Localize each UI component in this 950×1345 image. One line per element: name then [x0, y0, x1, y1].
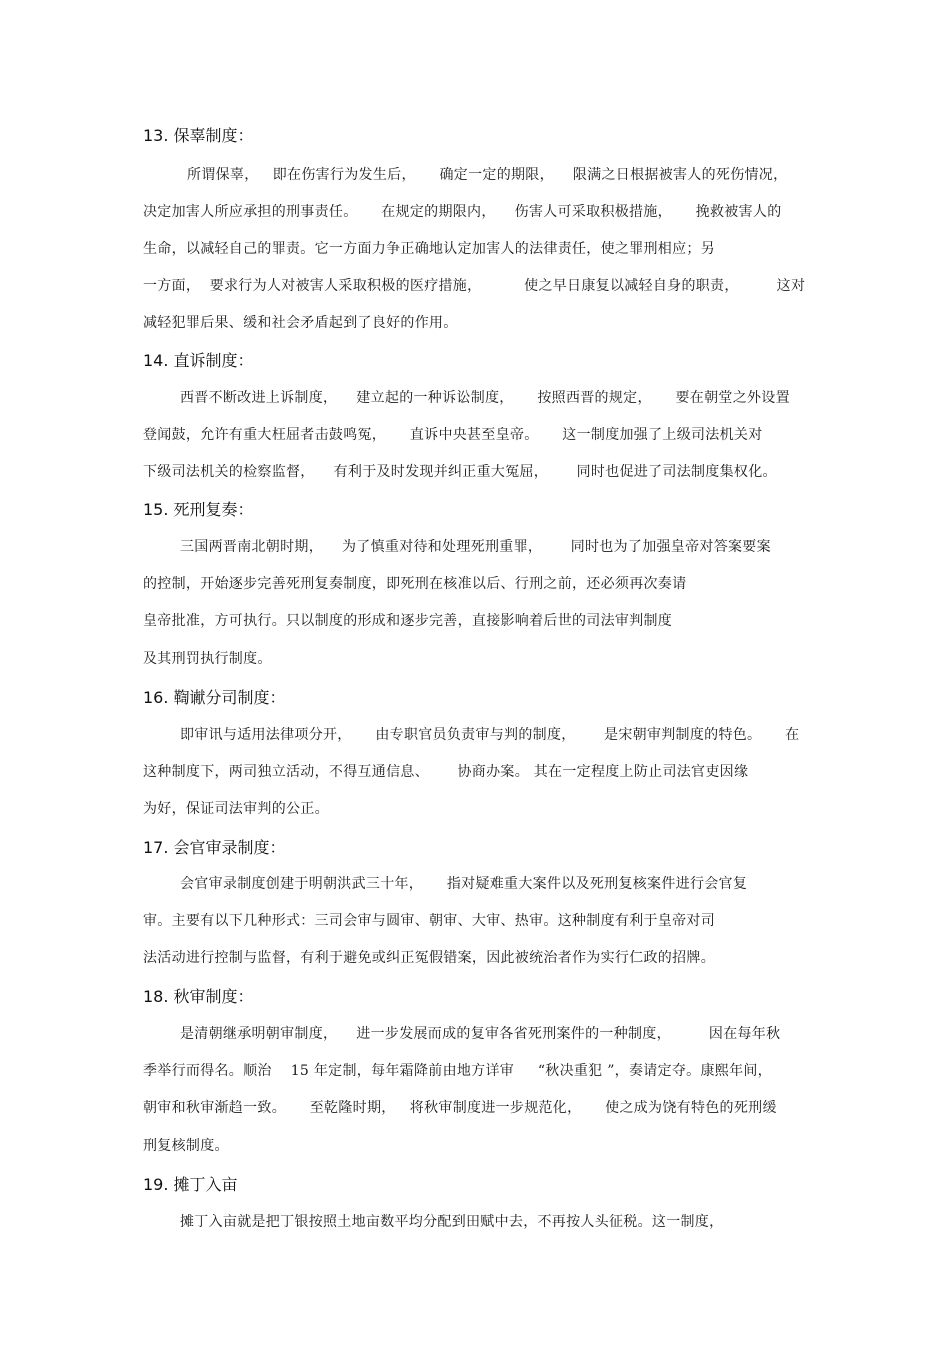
- section-heading-13: 13. 保辜制度：: [143, 126, 254, 145]
- paragraph-line: 决定加害人所应承担的刑事责任。 在规定的期限内， 伤害人可采取积极措施， 挽救被害人的: [143, 204, 782, 220]
- paragraph-line: 皇帝批准，方可执行。只以制度的形成和逐步完善，直接影响着后世的司法审判制度: [143, 613, 673, 629]
- paragraph-line: 摊丁入亩就是把丁银按照土地亩数平均分配到田赋中去，不再按人头征税。这一制度，: [180, 1214, 724, 1230]
- paragraph-line: 减轻犯罪后果、缓和社会矛盾起到了良好的作用。: [143, 315, 458, 331]
- paragraph-line: 的控制，开始逐步完善死刑复奏制度，即死刑在核准以后、行刑之前，还必须再次奏请: [143, 576, 687, 592]
- section-heading-16: 16. 鞫谳分司制度：: [143, 688, 286, 707]
- paragraph-line: 季举行而得名。顺治 15 年定制，每年霜降前由地方详审 “秋决重犯 ”，奏请定夺。康熙年间，: [143, 1063, 772, 1079]
- paragraph-line: 所谓保辜， 即在伤害行为发生后， 确定一定的期限， 限满之日根据被害人的死伤情况，: [187, 167, 788, 183]
- section-heading-15: 15. 死刑复奏：: [143, 500, 254, 519]
- paragraph-line: 刑复核制度。: [143, 1138, 229, 1154]
- paragraph-line: 会官审录制度创建于明朝洪武三十年， 指对疑难重大案件以及死刑复核案件进行会官复: [180, 876, 748, 892]
- paragraph-line: 即审讯与适用法律项分开， 由专职官员负责审与判的制度， 是宋朝审判制度的特色。 在: [180, 727, 800, 743]
- paragraph-line: 为好，保证司法审判的公正。: [143, 801, 329, 817]
- paragraph-line: 登闻鼓，允许有重大枉屈者击鼓鸣冤， 直诉中央甚至皇帝。 这一制度加强了上级司法机关对: [143, 427, 763, 443]
- paragraph-line: 三国两晋南北朝时期， 为了慎重对待和处理死刑重罪， 同时也为了加强皇帝对答案要案: [180, 539, 771, 555]
- section-heading-18: 18. 秋审制度：: [143, 987, 254, 1006]
- paragraph-line: 及其刑罚执行制度。: [143, 651, 272, 667]
- paragraph-line: 一方面， 要求行为人对被害人采取积极的医疗措施， 使之早日康复以减轻自身的职责， 这对: [143, 278, 806, 294]
- paragraph-line: 生命，以减轻自己的罪责。它一方面力争正确地认定加害人的法律责任，使之罪刑相应；另: [143, 241, 715, 257]
- section-heading-19: 19. 摊丁入亩: [143, 1175, 238, 1194]
- paragraph-line: 是清朝继承明朝审制度， 进一步发展而成的复审各省死刑案件的一种制度， 因在每年秋: [180, 1026, 781, 1042]
- paragraph-line: 法活动进行控制与监督，有利于避免或纠正冤假错案，因此被统治者作为实行仁政的招牌。: [143, 950, 715, 966]
- paragraph-line: 下级司法机关的检察监督， 有利于及时发现并纠正重大冤屈， 同时也促进了司法制度集权化。: [143, 464, 777, 480]
- section-heading-17: 17. 会官审录制度：: [143, 838, 286, 857]
- paragraph-line: 西晋不断改进上诉制度， 建立起的一种诉讼制度， 按照西晋的规定， 要在朝堂之外设置: [180, 390, 790, 406]
- section-heading-14: 14. 直诉制度：: [143, 351, 254, 370]
- paragraph-line: 这种制度下，两司独立活动，不得互通信息、 协商办案。 其在一定程度上防止司法官吏因缘: [143, 764, 749, 780]
- paragraph-line: 审。主要有以下几种形式：三司会审与圆审、朝审、大审、热审。这种制度有利于皇帝对司: [143, 913, 715, 929]
- paragraph-line: 朝审和秋审渐趋一致。 至乾隆时期， 将秋审制度进一步规范化， 使之成为饶有特色的死刑缓: [143, 1100, 777, 1116]
